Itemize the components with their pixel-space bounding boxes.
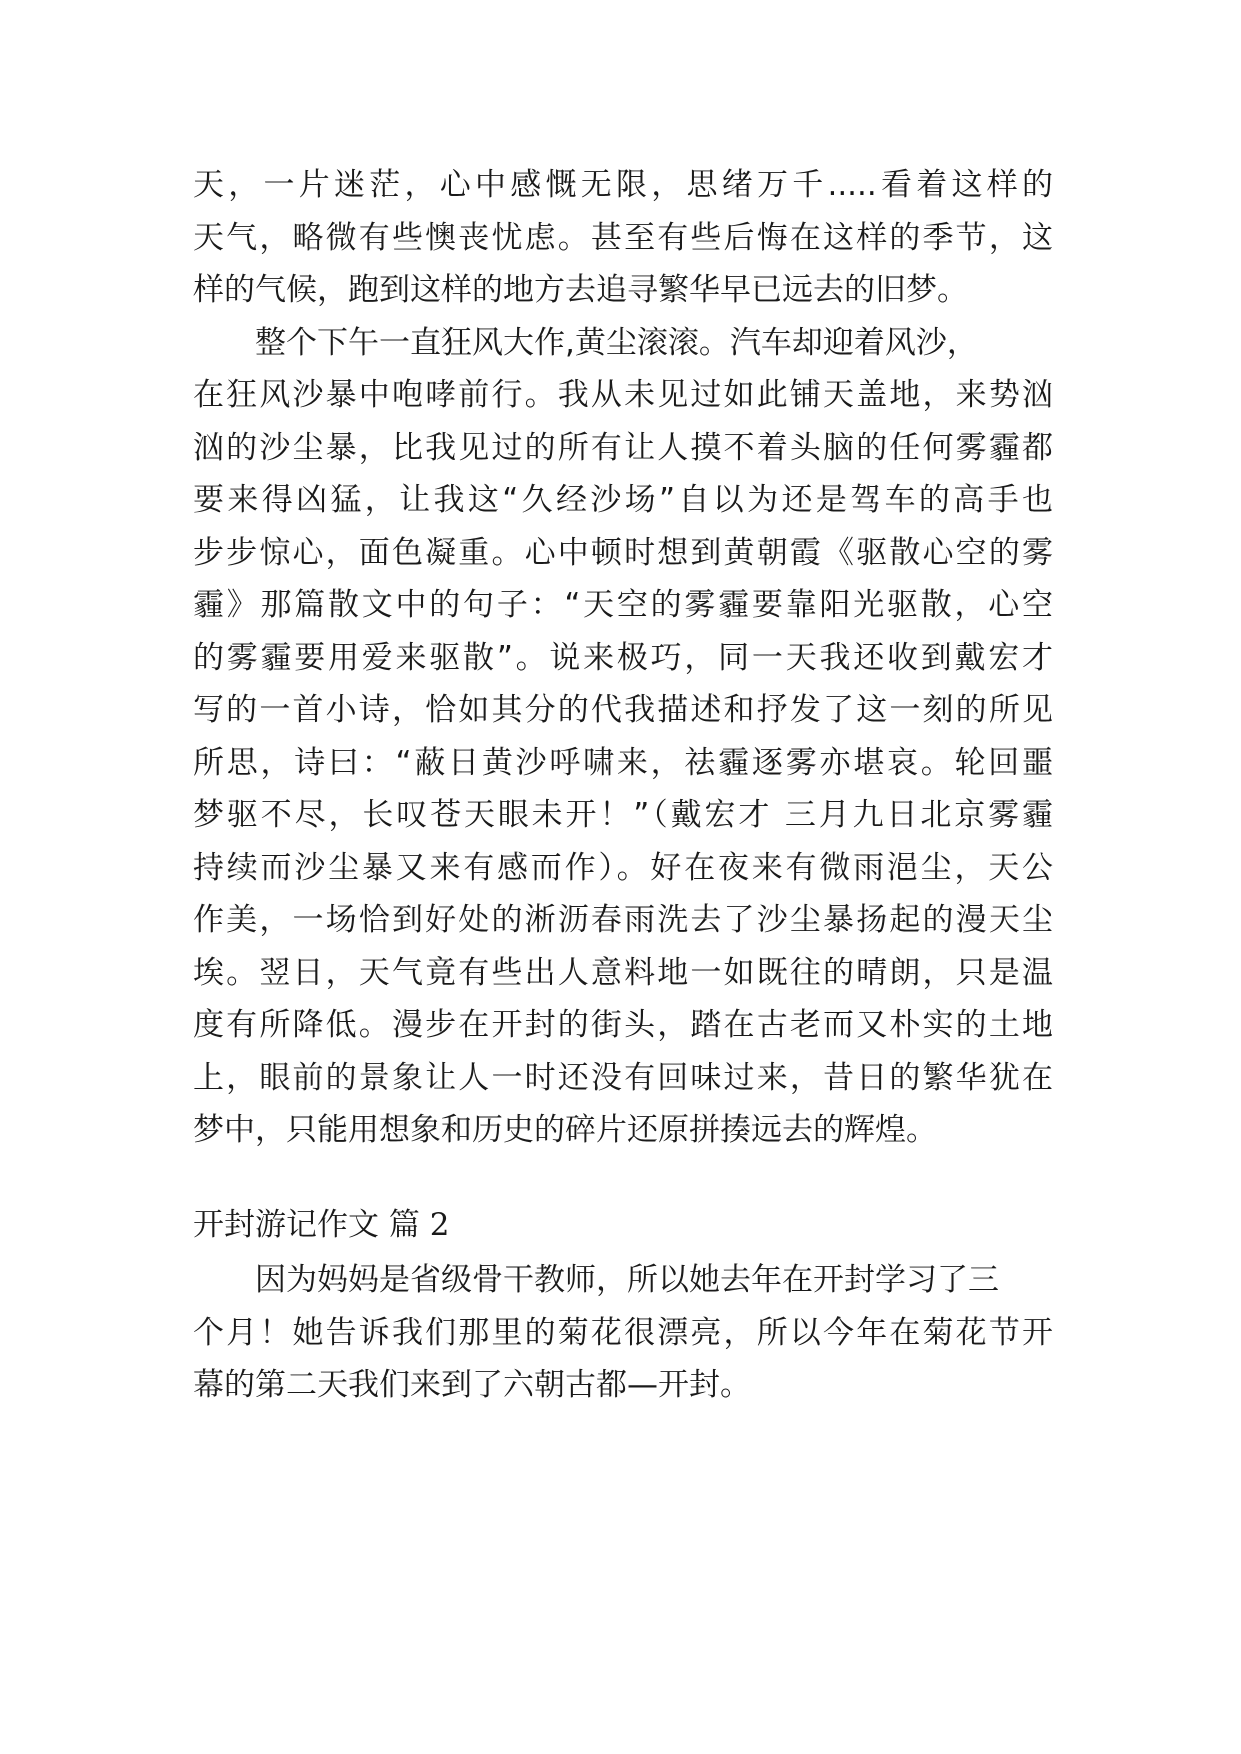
- paragraph-line: 个月！她告诉我们那里的菊花很漂亮，所以今年在菊花节开: [193, 1315, 1053, 1351]
- paragraph-line: 幕的第二天我们来到了六朝古都—开封。: [193, 1367, 751, 1403]
- section-heading: 开封游记作文 篇 2: [193, 1207, 450, 1243]
- paragraph-line: 天气，略微有些懊丧忧虑。甚至有些后悔在这样的季节，这: [193, 220, 1053, 256]
- paragraph-line: 上，眼前的景象让人一时还没有回味过来，昔日的繁华犹在: [193, 1060, 1053, 1096]
- paragraph-line: 整个下午一直狂风大作,黄尘滚滚。汽车却迎着风沙，: [193, 325, 978, 361]
- paragraph-line: 因为妈妈是省级骨干教师，所以她去年在开封学习了三: [193, 1262, 999, 1298]
- paragraph-line: 步步惊心，面色凝重。心中顿时想到黄朝霞《驱散心空的雾: [193, 535, 1053, 571]
- paragraph-line: 埃。翌日，天气竟有些出人意料地一如既往的晴朗，只是温: [193, 955, 1053, 991]
- paragraph-line: 的雾霾要用爱来驱散”。说来极巧，同一天我还收到戴宏才: [193, 640, 1053, 676]
- paragraph-line: 天，一片迷茫，心中感慨无限，思绪万千.....看着这样的: [193, 167, 1053, 203]
- paragraph-line: 所思，诗曰：“蔽日黄沙呼啸来，祛霾逐雾亦堪哀。轮回噩: [193, 745, 1053, 781]
- paragraph-line: 持续而沙尘暴又来有感而作）。好在夜来有微雨浥尘，天公: [193, 850, 1053, 886]
- paragraph-line: 梦驱不尽，长叹苍天眼未开！”（戴宏才 三月九日北京雾霾: [193, 797, 1053, 833]
- paragraph-line: 汹的沙尘暴，比我见过的所有让人摸不着头脑的任何雾霾都: [193, 430, 1053, 466]
- paragraph-line: 在狂风沙暴中咆哮前行。我从未见过如此铺天盖地，来势汹: [193, 377, 1053, 413]
- paragraph-line: 样的气候，跑到这样的地方去追寻繁华早已远去的旧梦。: [193, 272, 968, 308]
- paragraph-line: 霾》那篇散文中的句子：“天空的雾霾要靠阳光驱散，心空: [193, 587, 1053, 623]
- paragraph-line: 要来得凶猛，让我这“久经沙场”自以为还是驾车的高手也: [193, 482, 1053, 518]
- paragraph-line: 作美，一场恰到好处的淅沥春雨洗去了沙尘暴扬起的漫天尘: [193, 902, 1053, 938]
- paragraph-line: 写的一首小诗，恰如其分的代我描述和抒发了这一刻的所见: [193, 692, 1053, 728]
- paragraph-line: 梦中，只能用想象和历史的碎片还原拼揍远去的辉煌。: [193, 1112, 937, 1148]
- paragraph-line: 度有所降低。漫步在开封的街头，踏在古老而又朴实的土地: [193, 1007, 1053, 1043]
